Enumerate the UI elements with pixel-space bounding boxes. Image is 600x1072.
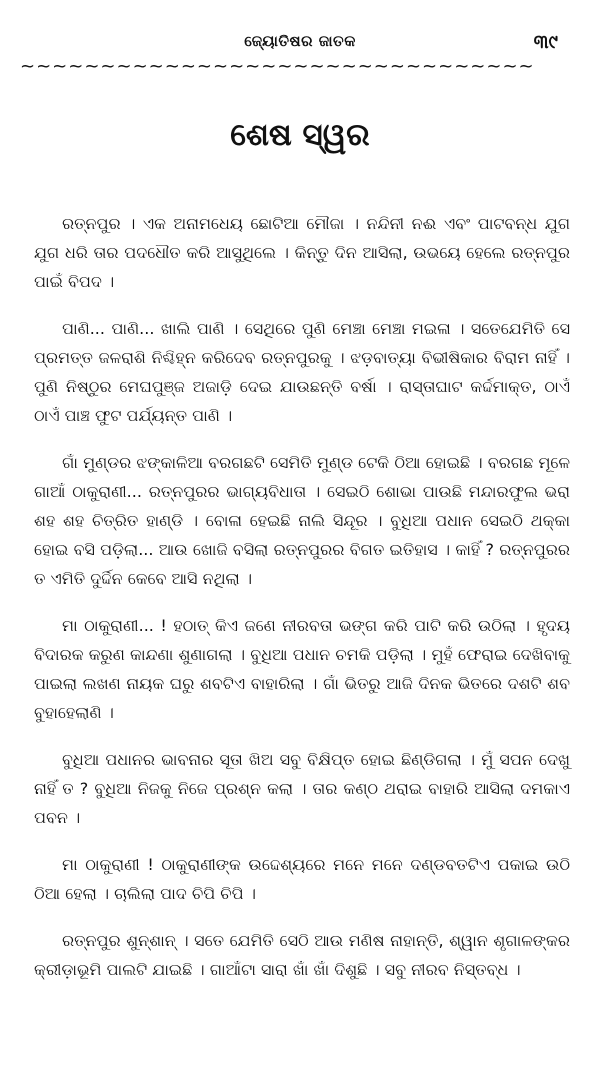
paragraph-6: ମା ଠାକୁରାଣୀ ! ଠାକୁରାଣୀଙ୍କ ଉଦ୍ଦେଶ୍ୟରେ ମନେ ମନେ ଦଣ୍ଡବତଟିଏ ପକାଇ ଉଠି ଠିଆ ହେଲା । ଚାଲିଲା ପାଦ ଚିପି ଚିପି । — [34, 855, 570, 903]
paragraph-1: ରତ୍ନପୁର । ଏକ ଅନାମଧେୟ ଛୋଟିଆ ମୌଜା । ନନ୍ଦିନୀ ନଈ ଏବଂ ପାଟବନ୍ଧ ଯୁଗ ଯୁଗ ଧରି ତାର ପଦଧୌତ କରି ଆସୁଥିଲେ । କିନ୍ତୁ ଦିନ ଆସିଲା, ଉଭୟେ ହେଲେ ରତ୍ନପୁର ପାଇଁ ବିପଦ । — [34, 214, 570, 291]
paragraph-7: ରତ୍ନପୁର ଶୁନ୍‌ଶାନ୍ । ସତେ ଯେମିତି ସେଠି ଆଉ ମଣିଷ ନାହାନ୍ତି, ଶ୍ୱାନ ଶୃଗାଳଙ୍କର କ୍ରୀଡ଼ାଭୂମି ପାଲଟି ଯାଇଛି । ଗାଆଁଟା ସାରା ଖାଁ ଖାଁ ଦିଶୁଛି । ସବୁ ନୀରବ ନିସ୍ତବ୍ଧ । — [34, 931, 570, 979]
tilde-divider: ~~~~~~~~~~~~~~~~~~~~~~~~~~~~~~~~ — [20, 56, 535, 76]
chapter-body — [34, 209, 570, 1002]
paragraph-5: ବୁଧିଆ ପଧାନର ଭାବନାର ସୂତା ଖିଅ ସବୁ ବିକ୍ଷିପ୍ତ ହୋଇ ଛିଣ୍ଡିଗଲା । ମୁଁ ସପନ ଦେଖୁ ନାହିଁ ତ ? ବୁଧିଆ ନିଜକୁ ନିଜେ ପ୍ରଶ୍ନ କଲା । ତାର କଣ୍ଠ ଥରାଇ ବାହାରି ଆସିଲା ଦମକାଏ ପବନ । — [34, 750, 570, 827]
running-head — [0, 14, 600, 54]
chapter-title: ଶେଷ ସ୍ୱର — [230, 117, 370, 153]
paragraph-3: ଗାଁ ମୁଣ୍ଡର ଝଙ୍କାଳିଆ ବରଗଛଟି ସେମିତି ମୁଣ୍ଡ ଟେକି ଠିଆ ହୋଇଛି । ବରଗଛ ମୂଳେ ଗାଆଁ ଠାକୁରାଣୀ... ରତ୍ନପୁରର ଭାଗ୍ୟବିଧାତା । ସେଇଠି ଶୋଭା ପାଉଛି ମନ୍ଦାରଫୁଲ ଭରା ଶହ ଶହ ଚିତ୍ରିତ ହାଣ୍ଡି । ବୋଳା ହେଇଛି ନାଲି ସିନ୍ଦୂର । ବୁଧିଆ ପଧାନ ସେଇଠି ଥକ୍କା ହୋଇ ବସି ପଡ଼ିଲା... ଆଉ ଖୋଜି ବସିଲା ରତ୍ନପୁରର ବିଗତ ଇତିହାସ । କାହିଁ ? ରତ୍ନପୁରର ତ ଏମିତି ଦୁର୍ଦ୍ଦିନ କେବେ ଆସି ନଥିଲା । — [34, 453, 570, 588]
page-number: ୩୯ — [533, 31, 558, 53]
running-title: ଜ୍ୟୋତିଷର ଜାତକ — [244, 32, 356, 50]
paragraph-2: ପାଣି... ପାଣି... ଖାଲି ପାଣି । ସେଥିରେ ପୁଣି ମେଞ୍ଚା ମେଞ୍ଚା ମଇଳା । ସତେଯେମିତି ସେ ପ୍ରମତ୍ତ ଜଳରାଶି ନିଶ୍ଚିହ୍ନ କରିଦେବ ରତ୍ନପୁରକୁ । ଝଡ଼ବାତ୍ୟା ବିଭୀଷିକାର ବିରାମ ନାହିଁ । ପୁଣି ନିଷ୍ଠୁର ମେଘପୁଞ୍ଜ ଅଜାଡ଼ି ଦେଇ ଯାଉଛନ୍ତି ବର୍ଷା । ରାସ୍ତାଘାଟ କର୍ଦ୍ଦମାକ୍ତ, ଠାଏଁ ଠାଏଁ ପାଞ୍ଚ ଫୁଟ ପର୍ଯ୍ୟନ୍ତ ପାଣି । — [34, 319, 570, 425]
paragraph-4: ମା ଠାକୁରାଣୀ... ! ହଠାତ୍ କିଏ ଜଣେ ନୀରବତା ଭଙ୍ଗ କରି ପାଟି କରି ଉଠିଲା । ହୃଦୟ ବିଦାରକ କରୁଣ କାନ୍ଦଣା ଶୁଣାଗଲା । ବୁଧିଆ ପଧାନ ଚମକି ପଡ଼ିଲା । ମୁହଁ ଫେରାଇ ଦେଖିବାକୁ ପାଇଲା ଲଖଣ ନାୟକ ଘରୁ ଶବଟିଏ ବାହାରିଲା । ଗାଁ ଭିତରୁ ଆଜି ଦିନକ ଭିତରେ ଦଶଟି ଶବ ବୁହାହେଲାଣି । — [34, 616, 570, 722]
